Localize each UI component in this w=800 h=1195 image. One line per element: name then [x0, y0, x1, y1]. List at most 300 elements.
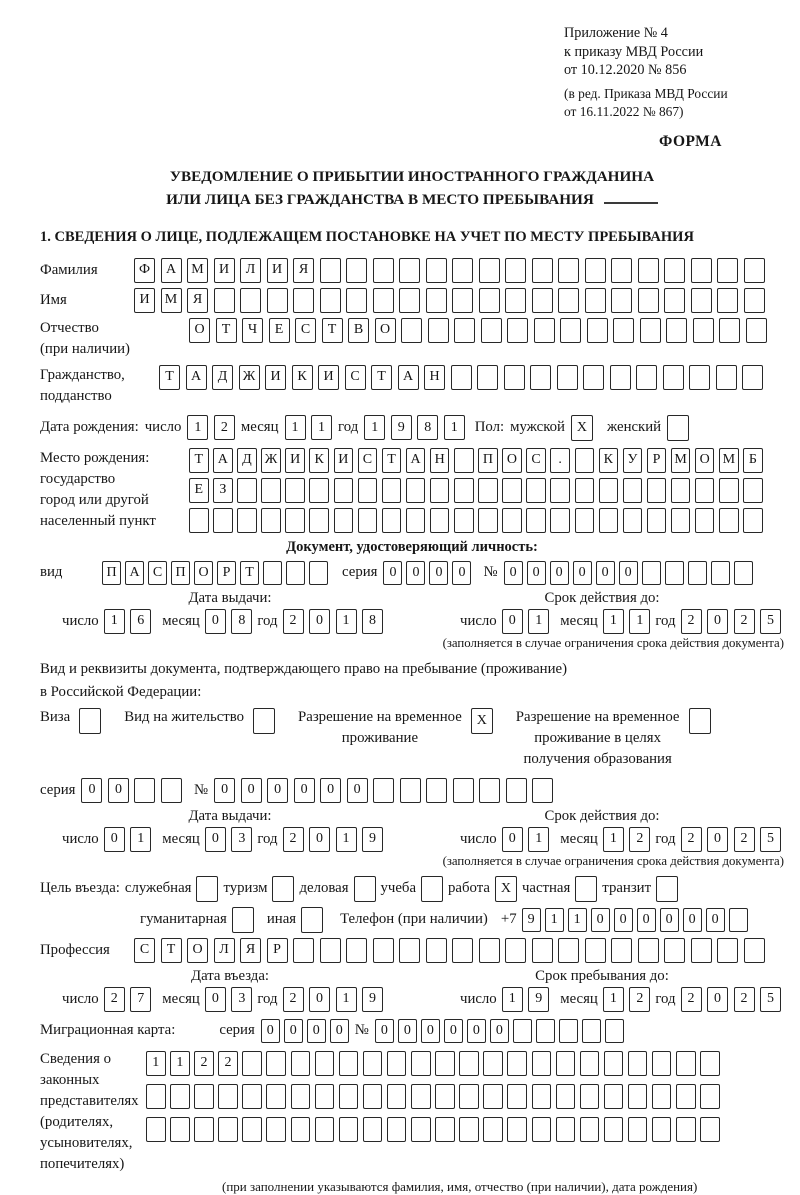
char-cell[interactable] — [746, 318, 767, 343]
char-cell[interactable] — [399, 288, 420, 313]
char-cell[interactable] — [532, 288, 553, 313]
char-cell[interactable] — [558, 288, 579, 313]
char-cell[interactable] — [161, 778, 182, 803]
char-cell[interactable]: 6 — [130, 609, 151, 634]
purpose-private-checkbox[interactable] — [575, 876, 597, 902]
char-cell[interactable]: Р — [647, 448, 667, 473]
char-cell[interactable]: З — [213, 478, 233, 503]
char-cell[interactable] — [291, 1051, 311, 1076]
char-cell[interactable]: 0 — [707, 987, 728, 1012]
char-cell[interactable]: 0 — [467, 1019, 486, 1043]
char-cell[interactable]: 0 — [406, 561, 425, 585]
char-cell[interactable]: 0 — [383, 561, 402, 585]
char-cell[interactable]: Т — [161, 938, 182, 963]
char-cell[interactable] — [719, 318, 740, 343]
char-cell[interactable] — [411, 1084, 431, 1109]
char-cell[interactable] — [558, 938, 579, 963]
char-cell[interactable]: К — [309, 448, 329, 473]
char-cell[interactable] — [507, 318, 528, 343]
char-cell[interactable]: С — [526, 448, 546, 473]
char-cell[interactable] — [242, 1051, 262, 1076]
char-cell[interactable] — [526, 478, 546, 503]
char-cell[interactable]: Р — [217, 561, 236, 585]
char-cell[interactable]: 7 — [130, 987, 151, 1012]
gender-male-checkbox[interactable]: X — [571, 415, 593, 441]
char-cell[interactable]: Е — [189, 478, 209, 503]
char-cell[interactable] — [189, 508, 209, 533]
char-cell[interactable] — [459, 1117, 479, 1142]
char-cell[interactable]: И — [318, 365, 339, 390]
char-cell[interactable] — [218, 1084, 238, 1109]
char-cell[interactable] — [194, 1117, 214, 1142]
char-cell[interactable] — [585, 288, 606, 313]
char-cell[interactable] — [652, 1051, 672, 1076]
char-cell[interactable] — [671, 478, 691, 503]
char-cell[interactable] — [483, 1117, 503, 1142]
char-cell[interactable] — [647, 508, 667, 533]
char-cell[interactable] — [411, 1117, 431, 1142]
char-cell[interactable] — [744, 288, 765, 313]
char-cell[interactable] — [536, 1019, 555, 1043]
char-cell[interactable] — [640, 318, 661, 343]
char-cell[interactable]: 9 — [522, 908, 541, 932]
char-cell[interactable] — [399, 938, 420, 963]
char-cell[interactable]: 0 — [596, 561, 615, 585]
char-cell[interactable] — [638, 288, 659, 313]
char-cell[interactable] — [700, 1117, 720, 1142]
char-cell[interactable] — [717, 288, 738, 313]
char-cell[interactable] — [532, 778, 553, 803]
char-cell[interactable]: 0 — [591, 908, 610, 932]
char-cell[interactable]: 1 — [104, 609, 125, 634]
char-cell[interactable] — [691, 288, 712, 313]
char-cell[interactable] — [611, 288, 632, 313]
char-cell[interactable] — [560, 318, 581, 343]
char-cell[interactable] — [585, 258, 606, 283]
char-cell[interactable] — [479, 778, 500, 803]
char-cell[interactable]: 0 — [706, 908, 725, 932]
char-cell[interactable] — [642, 561, 661, 585]
char-cell[interactable] — [293, 288, 314, 313]
char-cell[interactable] — [454, 508, 474, 533]
char-cell[interactable]: 2 — [104, 987, 125, 1012]
char-cell[interactable] — [453, 778, 474, 803]
char-cell[interactable] — [628, 1084, 648, 1109]
char-cell[interactable] — [575, 478, 595, 503]
char-cell[interactable] — [400, 778, 421, 803]
char-cell[interactable] — [575, 448, 595, 473]
char-cell[interactable] — [711, 561, 730, 585]
char-cell[interactable]: 0 — [527, 561, 546, 585]
char-cell[interactable]: 2 — [734, 987, 755, 1012]
char-cell[interactable] — [611, 938, 632, 963]
char-cell[interactable] — [599, 478, 619, 503]
char-cell[interactable]: 0 — [205, 987, 226, 1012]
char-cell[interactable]: 0 — [241, 778, 262, 803]
char-cell[interactable]: И — [214, 258, 235, 283]
char-cell[interactable]: 1 — [187, 415, 208, 440]
char-cell[interactable] — [426, 778, 447, 803]
char-cell[interactable]: 1 — [336, 827, 357, 852]
char-cell[interactable] — [315, 1051, 335, 1076]
char-cell[interactable]: 9 — [528, 987, 549, 1012]
char-cell[interactable] — [346, 938, 367, 963]
char-cell[interactable] — [481, 318, 502, 343]
char-cell[interactable] — [743, 478, 763, 503]
char-cell[interactable]: 0 — [330, 1019, 349, 1043]
char-cell[interactable] — [587, 318, 608, 343]
char-cell[interactable] — [689, 365, 710, 390]
char-cell[interactable]: С — [148, 561, 167, 585]
char-cell[interactable] — [293, 938, 314, 963]
char-cell[interactable]: 2 — [214, 415, 235, 440]
char-cell[interactable] — [676, 1051, 696, 1076]
char-cell[interactable] — [459, 1084, 479, 1109]
char-cell[interactable] — [532, 938, 553, 963]
char-cell[interactable]: 1 — [364, 415, 385, 440]
char-cell[interactable] — [435, 1117, 455, 1142]
char-cell[interactable] — [507, 1084, 527, 1109]
char-cell[interactable]: Т — [216, 318, 237, 343]
char-cell[interactable]: 0 — [81, 778, 102, 803]
char-cell[interactable] — [285, 478, 305, 503]
purpose-business-checkbox[interactable] — [354, 876, 376, 902]
char-cell[interactable] — [452, 938, 473, 963]
char-cell[interactable] — [309, 478, 329, 503]
char-cell[interactable]: 1 — [336, 609, 357, 634]
char-cell[interactable] — [695, 478, 715, 503]
char-cell[interactable] — [426, 938, 447, 963]
char-cell[interactable] — [532, 258, 553, 283]
char-cell[interactable] — [695, 508, 715, 533]
char-cell[interactable]: 0 — [452, 561, 471, 585]
char-cell[interactable] — [452, 288, 473, 313]
char-cell[interactable]: 1 — [568, 908, 587, 932]
purpose-official-checkbox[interactable] — [196, 876, 218, 902]
char-cell[interactable] — [719, 478, 739, 503]
char-cell[interactable] — [320, 938, 341, 963]
temp-residence-checkbox[interactable]: X — [471, 708, 493, 734]
char-cell[interactable] — [532, 1084, 552, 1109]
char-cell[interactable] — [628, 1117, 648, 1142]
char-cell[interactable]: 2 — [681, 987, 702, 1012]
char-cell[interactable]: С — [345, 365, 366, 390]
char-cell[interactable]: К — [599, 448, 619, 473]
char-cell[interactable]: 1 — [130, 827, 151, 852]
char-cell[interactable] — [339, 1117, 359, 1142]
char-cell[interactable]: М — [719, 448, 739, 473]
visa-checkbox[interactable] — [79, 708, 101, 734]
char-cell[interactable] — [479, 288, 500, 313]
char-cell[interactable]: 2 — [681, 827, 702, 852]
char-cell[interactable]: Т — [240, 561, 259, 585]
char-cell[interactable] — [729, 908, 748, 932]
char-cell[interactable] — [406, 508, 426, 533]
char-cell[interactable]: П — [171, 561, 190, 585]
char-cell[interactable]: М — [671, 448, 691, 473]
char-cell[interactable]: 0 — [490, 1019, 509, 1043]
char-cell[interactable] — [477, 365, 498, 390]
char-cell[interactable]: 2 — [283, 609, 304, 634]
char-cell[interactable] — [532, 1051, 552, 1076]
char-cell[interactable] — [599, 508, 619, 533]
char-cell[interactable] — [505, 938, 526, 963]
char-cell[interactable]: 0 — [267, 778, 288, 803]
char-cell[interactable] — [580, 1117, 600, 1142]
char-cell[interactable]: О — [695, 448, 715, 473]
char-cell[interactable]: 0 — [707, 609, 728, 634]
char-cell[interactable]: 0 — [309, 987, 330, 1012]
char-cell[interactable]: С — [295, 318, 316, 343]
char-cell[interactable]: 0 — [309, 609, 330, 634]
char-cell[interactable] — [582, 1019, 601, 1043]
char-cell[interactable] — [479, 258, 500, 283]
char-cell[interactable] — [134, 778, 155, 803]
char-cell[interactable]: Я — [187, 288, 208, 313]
char-cell[interactable] — [676, 1117, 696, 1142]
char-cell[interactable]: 0 — [573, 561, 592, 585]
char-cell[interactable] — [580, 1051, 600, 1076]
char-cell[interactable] — [358, 508, 378, 533]
char-cell[interactable] — [506, 778, 527, 803]
char-cell[interactable]: 1 — [311, 415, 332, 440]
char-cell[interactable]: 5 — [760, 987, 781, 1012]
char-cell[interactable] — [213, 508, 233, 533]
char-cell[interactable]: Т — [371, 365, 392, 390]
char-cell[interactable]: 1 — [285, 415, 306, 440]
residence-permit-checkbox[interactable] — [253, 708, 275, 734]
char-cell[interactable] — [479, 938, 500, 963]
char-cell[interactable] — [483, 1084, 503, 1109]
char-cell[interactable]: И — [265, 365, 286, 390]
char-cell[interactable] — [604, 1117, 624, 1142]
purpose-tourism-checkbox[interactable] — [272, 876, 294, 902]
char-cell[interactable]: 2 — [218, 1051, 238, 1076]
char-cell[interactable] — [363, 1084, 383, 1109]
char-cell[interactable] — [502, 508, 522, 533]
char-cell[interactable]: И — [334, 448, 354, 473]
char-cell[interactable]: 3 — [231, 987, 252, 1012]
char-cell[interactable]: 0 — [660, 908, 679, 932]
char-cell[interactable] — [334, 508, 354, 533]
char-cell[interactable] — [334, 478, 354, 503]
char-cell[interactable] — [513, 1019, 532, 1043]
char-cell[interactable]: 1 — [603, 609, 624, 634]
char-cell[interactable] — [605, 1019, 624, 1043]
char-cell[interactable] — [716, 365, 737, 390]
char-cell[interactable]: Ч — [242, 318, 263, 343]
char-cell[interactable] — [583, 365, 604, 390]
char-cell[interactable] — [291, 1084, 311, 1109]
char-cell[interactable]: П — [102, 561, 121, 585]
char-cell[interactable] — [237, 478, 257, 503]
char-cell[interactable] — [666, 318, 687, 343]
char-cell[interactable]: 1 — [603, 987, 624, 1012]
char-cell[interactable] — [556, 1084, 576, 1109]
char-cell[interactable] — [146, 1084, 166, 1109]
char-cell[interactable]: А — [398, 365, 419, 390]
char-cell[interactable] — [430, 478, 450, 503]
char-cell[interactable] — [613, 318, 634, 343]
char-cell[interactable]: 1 — [502, 987, 523, 1012]
char-cell[interactable]: Д — [212, 365, 233, 390]
char-cell[interactable]: Т — [382, 448, 402, 473]
char-cell[interactable]: 0 — [284, 1019, 303, 1043]
char-cell[interactable]: 0 — [309, 827, 330, 852]
char-cell[interactable] — [146, 1117, 166, 1142]
char-cell[interactable] — [315, 1084, 335, 1109]
char-cell[interactable]: 3 — [231, 827, 252, 852]
char-cell[interactable] — [406, 478, 426, 503]
char-cell[interactable] — [237, 508, 257, 533]
char-cell[interactable] — [504, 365, 525, 390]
char-cell[interactable] — [387, 1117, 407, 1142]
char-cell[interactable] — [550, 508, 570, 533]
char-cell[interactable] — [320, 258, 341, 283]
char-cell[interactable] — [399, 258, 420, 283]
char-cell[interactable] — [604, 1084, 624, 1109]
char-cell[interactable]: Н — [424, 365, 445, 390]
char-cell[interactable]: О — [375, 318, 396, 343]
char-cell[interactable]: А — [125, 561, 144, 585]
char-cell[interactable]: Ж — [239, 365, 260, 390]
char-cell[interactable]: Н — [430, 448, 450, 473]
char-cell[interactable]: Л — [214, 938, 235, 963]
char-cell[interactable] — [719, 508, 739, 533]
char-cell[interactable] — [744, 938, 765, 963]
char-cell[interactable]: 0 — [502, 609, 523, 634]
char-cell[interactable] — [435, 1084, 455, 1109]
char-cell[interactable]: И — [267, 258, 288, 283]
char-cell[interactable] — [688, 561, 707, 585]
char-cell[interactable] — [580, 1084, 600, 1109]
purpose-humanitarian-checkbox[interactable] — [232, 907, 254, 933]
char-cell[interactable] — [373, 258, 394, 283]
char-cell[interactable]: 9 — [362, 827, 383, 852]
char-cell[interactable] — [454, 318, 475, 343]
char-cell[interactable]: И — [285, 448, 305, 473]
char-cell[interactable] — [742, 365, 763, 390]
char-cell[interactable] — [286, 561, 305, 585]
char-cell[interactable]: 0 — [261, 1019, 280, 1043]
char-cell[interactable]: . — [550, 448, 570, 473]
char-cell[interactable]: 0 — [108, 778, 129, 803]
char-cell[interactable] — [430, 508, 450, 533]
char-cell[interactable]: Д — [237, 448, 257, 473]
char-cell[interactable] — [285, 508, 305, 533]
char-cell[interactable] — [664, 288, 685, 313]
char-cell[interactable] — [693, 318, 714, 343]
char-cell[interactable]: А — [161, 258, 182, 283]
char-cell[interactable]: 2 — [629, 987, 650, 1012]
char-cell[interactable]: 0 — [614, 908, 633, 932]
char-cell[interactable] — [744, 258, 765, 283]
char-cell[interactable] — [373, 938, 394, 963]
char-cell[interactable] — [532, 1117, 552, 1142]
char-cell[interactable] — [266, 1117, 286, 1142]
char-cell[interactable]: О — [502, 448, 522, 473]
char-cell[interactable]: 2 — [734, 827, 755, 852]
char-cell[interactable] — [266, 1051, 286, 1076]
char-cell[interactable] — [373, 778, 394, 803]
char-cell[interactable]: А — [186, 365, 207, 390]
char-cell[interactable] — [242, 1117, 262, 1142]
char-cell[interactable]: Т — [322, 318, 343, 343]
char-cell[interactable] — [507, 1117, 527, 1142]
char-cell[interactable]: О — [194, 561, 213, 585]
char-cell[interactable] — [382, 478, 402, 503]
char-cell[interactable] — [452, 258, 473, 283]
char-cell[interactable] — [363, 1051, 383, 1076]
char-cell[interactable] — [664, 258, 685, 283]
char-cell[interactable]: 2 — [194, 1051, 214, 1076]
purpose-other-checkbox[interactable] — [301, 907, 323, 933]
char-cell[interactable] — [459, 1051, 479, 1076]
char-cell[interactable]: 0 — [347, 778, 368, 803]
char-cell[interactable]: Т — [159, 365, 180, 390]
char-cell[interactable] — [363, 1117, 383, 1142]
char-cell[interactable]: Т — [189, 448, 209, 473]
char-cell[interactable] — [717, 258, 738, 283]
char-cell[interactable] — [665, 561, 684, 585]
char-cell[interactable] — [346, 288, 367, 313]
char-cell[interactable]: 1 — [528, 609, 549, 634]
char-cell[interactable] — [387, 1084, 407, 1109]
char-cell[interactable]: 9 — [362, 987, 383, 1012]
char-cell[interactable] — [218, 1117, 238, 1142]
char-cell[interactable]: 1 — [170, 1051, 190, 1076]
char-cell[interactable]: 2 — [629, 827, 650, 852]
char-cell[interactable] — [743, 508, 763, 533]
char-cell[interactable]: 0 — [504, 561, 523, 585]
char-cell[interactable] — [240, 288, 261, 313]
char-cell[interactable] — [435, 1051, 455, 1076]
char-cell[interactable]: 1 — [444, 415, 465, 440]
char-cell[interactable]: С — [134, 938, 155, 963]
char-cell[interactable]: 0 — [429, 561, 448, 585]
char-cell[interactable] — [647, 478, 667, 503]
purpose-transit-checkbox[interactable] — [656, 876, 678, 902]
char-cell[interactable] — [717, 938, 738, 963]
char-cell[interactable] — [638, 938, 659, 963]
char-cell[interactable] — [451, 365, 472, 390]
char-cell[interactable]: Б — [743, 448, 763, 473]
char-cell[interactable]: П — [478, 448, 498, 473]
purpose-work-checkbox[interactable]: X — [495, 876, 517, 902]
char-cell[interactable] — [214, 288, 235, 313]
char-cell[interactable]: О — [189, 318, 210, 343]
gender-female-checkbox[interactable] — [667, 415, 689, 441]
char-cell[interactable] — [483, 1051, 503, 1076]
char-cell[interactable]: С — [358, 448, 378, 473]
char-cell[interactable] — [401, 318, 422, 343]
char-cell[interactable]: 5 — [760, 609, 781, 634]
char-cell[interactable] — [663, 365, 684, 390]
char-cell[interactable]: 0 — [307, 1019, 326, 1043]
char-cell[interactable]: 0 — [205, 827, 226, 852]
char-cell[interactable] — [604, 1051, 624, 1076]
char-cell[interactable] — [556, 1117, 576, 1142]
char-cell[interactable] — [346, 258, 367, 283]
char-cell[interactable]: 2 — [681, 609, 702, 634]
char-cell[interactable]: 0 — [421, 1019, 440, 1043]
char-cell[interactable]: 8 — [362, 609, 383, 634]
char-cell[interactable] — [575, 508, 595, 533]
char-cell[interactable]: 0 — [214, 778, 235, 803]
char-cell[interactable]: М — [161, 288, 182, 313]
char-cell[interactable] — [526, 508, 546, 533]
char-cell[interactable]: А — [406, 448, 426, 473]
